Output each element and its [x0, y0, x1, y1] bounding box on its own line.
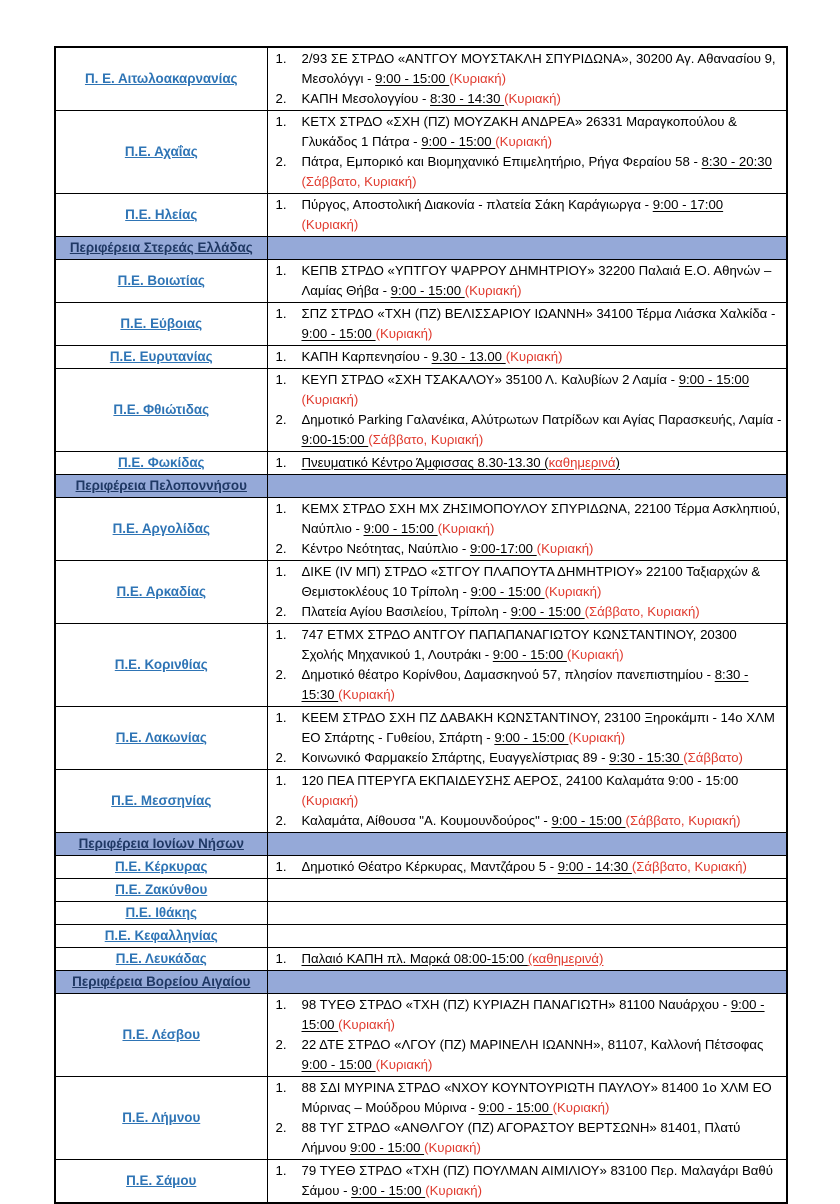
region-name-link[interactable]: Π.Ε. Αργολίδας: [112, 521, 210, 536]
region-name-cell: [55, 879, 267, 902]
item-text-segment: Καλαμάτα, Αίθουσα "Α. Κουμουνδούρος" -: [301, 813, 552, 828]
locations-cell: [267, 1077, 787, 1160]
item-text-segment: ΣΠΖ ΣΤΡΔΟ «ΤΧΗ (ΠΖ) ΒΕΛΙΣΣΑΡΙΟΥ ΙΩΑΝΝΗ» 34100 Τέρμα Λιάσκα Χαλκίδα -: [301, 306, 776, 321]
item-text-segment: (Σάββατο, Κυριακή): [631, 859, 747, 874]
location-item: [271, 949, 784, 969]
item-text-segment: ΚΕΤΧ ΣΤΡΔΟ «ΣΧΗ (ΠΖ) ΜΟΥΖΑΚΗ ΑΝΔΡΕΑ» 26331 Μαραγκοπούλου & Γλυκάδος 1 Πάτρα -: [301, 114, 737, 149]
item-text: [302, 49, 784, 89]
item-text-segment: Πάτρα, Εμπορικό και Βιομηχανικό Επιμελητήριο, Ρήγα Φεραίου 58 -: [301, 154, 702, 169]
item-text: [302, 1078, 784, 1118]
item-text-segment: 120 ΠΕΑ ΠΤΕΡΥΓΑ ΕΚΠΑΙΔΕΥΣΗΣ ΑΕΡΟΣ, 24100 Καλαμάτα 9:00 - 15:00: [301, 773, 739, 788]
locations-cell: [267, 707, 787, 770]
region-name-cell: [55, 303, 267, 346]
item-text-segment: (καθημερινά): [527, 951, 604, 966]
item-number: 1.: [275, 1080, 287, 1095]
region-name-cell: [55, 770, 267, 833]
item-text-segment: 9:00 - 15:00: [375, 71, 450, 86]
item-text-segment: 9:00 - 15:00: [301, 997, 765, 1032]
region-row: [55, 770, 787, 833]
item-number: 1.: [275, 564, 287, 579]
location-item: [271, 539, 784, 559]
item-text-segment: (Κυριακή): [505, 349, 563, 364]
item-text-segment: (Σάββατο, Κυριακή): [301, 174, 417, 189]
item-text: [302, 499, 784, 539]
region-row: [55, 561, 787, 624]
location-item: [271, 347, 784, 367]
item-text-segment: 9:30 - 15:30: [609, 750, 684, 765]
item-number: 2.: [275, 154, 287, 169]
region-row: [55, 260, 787, 303]
item-text-segment: 8:30 - 15:30: [301, 667, 749, 702]
region-row: [55, 111, 787, 194]
item-text-segment: (Σάββατο, Κυριακή): [368, 432, 484, 447]
region-row: [55, 948, 787, 971]
item-number: 1.: [275, 501, 287, 516]
location-item: [271, 410, 784, 450]
locations-cell: [267, 47, 787, 111]
location-item: [271, 857, 784, 877]
region-name-cell: [55, 194, 267, 237]
region-row: [55, 1160, 787, 1204]
document-page: [54, 46, 788, 1204]
locations-cell: [267, 994, 787, 1077]
locations-cell: [267, 856, 787, 879]
item-text-segment: (Κυριακή): [495, 134, 553, 149]
item-text: [302, 625, 784, 665]
item-text: [302, 261, 784, 301]
region-name-link[interactable]: Π.Ε. Σάμου: [126, 1173, 197, 1188]
item-text-segment: 8:30 - 14:30: [430, 91, 505, 106]
region-name-cell: [55, 369, 267, 452]
locations-cell: [267, 948, 787, 971]
item-text-segment: (Κυριακή): [338, 687, 395, 702]
location-item: [271, 304, 784, 344]
item-number: 1.: [275, 263, 287, 278]
item-text: [302, 562, 784, 602]
item-text-segment: (Κυριακή): [566, 647, 624, 662]
region-row: [55, 925, 787, 948]
item-text-segment: Δημοτικό θέατρο Κορίνθου, Δαμασκηνού 57, πλησίον πανεπιστημίου -: [301, 667, 715, 682]
item-number: 2.: [275, 667, 287, 682]
section-header-row: [55, 475, 787, 498]
location-item: [271, 261, 784, 301]
item-text-segment: 9:00 - 15:00: [494, 730, 569, 745]
item-number: 1.: [275, 372, 287, 387]
item-text-segment: Δημοτικό Θέατρο Κέρκυρας, Μαντζάρου 5 -: [301, 859, 558, 874]
region-name-link[interactable]: Π.Ε. Ζακύνθου: [115, 882, 208, 897]
region-name-cell: [55, 1077, 267, 1160]
item-text: [302, 995, 784, 1035]
section-header-label: Περιφέρεια Βορείου Αιγαίου: [72, 974, 251, 989]
region-name-link[interactable]: Π.Ε. Κορινθίας: [114, 657, 208, 672]
locations-cell: [267, 879, 787, 902]
region-row: [55, 47, 787, 111]
locations-cell: [267, 1160, 787, 1204]
locations-cell: [267, 498, 787, 561]
item-text: [302, 1035, 784, 1075]
item-text: [302, 949, 784, 969]
item-text-segment: (Κυριακή): [425, 1183, 482, 1198]
region-name-cell: [55, 452, 267, 475]
location-item: [271, 49, 784, 89]
item-text-segment: 9:00 - 15:00: [390, 283, 465, 298]
region-name-link[interactable]: Π.Ε. Φωκίδας: [117, 455, 205, 470]
item-text: [302, 410, 784, 450]
item-text-segment: Δημοτικό Parking Γαλανέικα, Αλύτρωτων Πατρίδων και Αγίας Παρασκευής, Λαμία -: [301, 412, 782, 427]
region-name-link[interactable]: Π.Ε. Εύβοιας: [120, 316, 203, 331]
item-text: [302, 1161, 784, 1201]
item-number: 1.: [275, 997, 287, 1012]
section-header-spacer-cell: [267, 237, 787, 260]
locations-cell: [267, 111, 787, 194]
item-text: [302, 112, 784, 152]
schedule-table: [54, 46, 788, 1204]
item-text: [302, 665, 784, 705]
item-text: [302, 304, 784, 344]
item-text: [302, 748, 784, 768]
item-text: [302, 152, 784, 192]
item-number: 1.: [275, 859, 287, 874]
locations-cell: [267, 902, 787, 925]
region-name-link[interactable]: Π.Ε. Αχαΐας: [124, 144, 198, 159]
item-text-segment: 9:00-17:00: [469, 541, 537, 556]
item-text-segment: 9:00 - 15:00: [363, 521, 438, 536]
location-item: [271, 625, 784, 665]
item-number: 1.: [275, 1163, 287, 1178]
region-row: [55, 369, 787, 452]
region-name-cell: [55, 111, 267, 194]
item-text-segment: Πύργος, Αποστολική Διακονία - πλατεία Σάκη Καράγιωργα -: [301, 197, 653, 212]
region-name-link[interactable]: Π.Ε. Βοιωτίας: [117, 273, 205, 288]
section-header-row: [55, 971, 787, 994]
item-number: 2.: [275, 1120, 287, 1135]
item-text: [302, 708, 784, 748]
item-number: 2.: [275, 91, 287, 106]
region-name-link[interactable]: Π.Ε. Μεσσηνίας: [111, 793, 212, 808]
section-header-spacer-cell: [267, 475, 787, 498]
location-item: [271, 370, 784, 410]
region-name-link[interactable]: Π.Ε. Λευκάδας: [115, 951, 207, 966]
item-text-segment: Κοινωνικό Φαρμακείο Σπάρτης, Ευαγγελίστριας 89 -: [301, 750, 610, 765]
region-row: [55, 452, 787, 475]
item-text-segment: 9:00 - 15:00: [301, 326, 376, 341]
region-row: [55, 346, 787, 369]
location-item: [271, 453, 784, 473]
location-item: [271, 1161, 784, 1201]
region-name-link[interactable]: Π.Ε. Ευρυτανίας: [109, 349, 213, 364]
item-text-segment: 9:00 - 15:00: [478, 1100, 553, 1115]
location-item: [271, 562, 784, 602]
item-text: [302, 602, 784, 622]
section-header-spacer-cell: [267, 971, 787, 994]
location-item: [271, 602, 784, 622]
region-name-cell: [55, 948, 267, 971]
location-item: [271, 708, 784, 748]
region-row: [55, 902, 787, 925]
region-name-link[interactable]: Π.Ε. Λέσβου: [122, 1027, 201, 1042]
item-number: 2.: [275, 1037, 287, 1052]
item-text-segment: 9:00 - 15:00: [421, 134, 496, 149]
region-name-cell: [55, 902, 267, 925]
item-text: [302, 1118, 784, 1158]
item-text-segment: 9:00 - 15:00: [492, 647, 567, 662]
section-header-label: Περιφέρεια Ιονίων Νήσων: [78, 836, 244, 851]
item-text-segment: 22 ΔΤΕ ΣΤΡΔΟ «ΛΓΟΥ (ΠΖ) ΜΑΡΙΝΕΛΗ ΙΩΑΝΝΗ», 81107, Καλλονή Πέτσοφας: [301, 1037, 764, 1052]
region-row: [55, 879, 787, 902]
item-text-segment: Παλαιό ΚΑΠΗ πλ. Μαρκά 08:00-15:00: [301, 951, 528, 966]
location-item: [271, 1078, 784, 1118]
item-text-segment: ΔΙΚΕ (IV ΜΠ) ΣΤΡΔΟ «ΣΤΓΟΥ ΠΛΑΠΟΥΤΑ ΔΗΜΗΤΡΙΟΥ» 22100 Ταξιαρχών & Θεμιστοκλέους 10 Τρίπολη -: [301, 564, 761, 599]
item-text-segment: 2/93 ΣΕ ΣΤΡΔΟ «ΑΝΤΓΟΥ ΜΟΥΣΤΑΚΛΗ ΣΠΥΡΙΔΩΝΑ», 30200 Αγ. Αθανασίου 9, Μεσολόγγι -: [301, 51, 776, 86]
region-name-link[interactable]: Π.Ε. Κέρκυρας: [115, 859, 208, 874]
item-text-segment: 9:00 - 17:00: [652, 197, 724, 212]
region-row: [55, 994, 787, 1077]
location-item: [271, 1118, 784, 1158]
region-name-cell: [55, 498, 267, 561]
location-item: [271, 89, 784, 109]
region-name-cell: [55, 1160, 267, 1204]
item-text-segment: 9:00 - 15:00: [301, 1057, 376, 1072]
item-text-segment: (Κυριακή): [568, 730, 626, 745]
item-text-segment: 98 ΤΥΕΘ ΣΤΡΔΟ «ΤΧΗ (ΠΖ) ΚΥΡΙΑΖΗ ΠΑΝΑΓΙΩΤΗ» 81100 Ναυάρχου -: [301, 997, 731, 1012]
locations-cell: [267, 194, 787, 237]
item-text-segment: ΚΕΕΜ ΣΤΡΔΟ ΣΧΗ ΠΖ ΔΑΒΑΚΗ ΚΩΝΣΤΑΝΤΙΝΟΥ, 23100 Ξηροκάμπι - 14ο ΧΛΜ ΕΟ Σπάρτης - Γυθείου, Σπάρτη -: [301, 710, 775, 745]
region-name-cell: [55, 994, 267, 1077]
item-number: 1.: [275, 951, 287, 966]
region-name-cell: [55, 624, 267, 707]
item-text: [302, 370, 784, 410]
location-item: [271, 995, 784, 1035]
item-number: 1.: [275, 306, 287, 321]
locations-cell: [267, 346, 787, 369]
locations-cell: [267, 925, 787, 948]
item-number: 2.: [275, 604, 287, 619]
item-text-segment: Πνευματικό Κέντρο Άμφισσας 8.30-13.30 (: [301, 455, 549, 470]
item-text-segment: (Κυριακή): [301, 392, 359, 407]
region-name-cell: [55, 561, 267, 624]
region-name-cell: [55, 47, 267, 111]
item-text: [302, 539, 784, 559]
item-number: 1.: [275, 773, 287, 788]
region-row: [55, 303, 787, 346]
item-text-segment: (Κυριακή): [301, 793, 359, 808]
region-name-link[interactable]: Π.Ε. Αρκαδίας: [116, 584, 206, 599]
section-header-row: [55, 237, 787, 260]
item-number: 1.: [275, 349, 287, 364]
item-text-segment: ΚΕΠΒ ΣΤΡΔΟ «ΥΠΤΓΟΥ ΨΑΡΡΟΥ ΔΗΜΗΤΡΙΟΥ» 32200 Παλαιά Ε.Ο. Αθηνών – Λαμίας Θήβα -: [301, 263, 772, 298]
item-text-segment: 79 ΤΥΕΘ ΣΤΡΔΟ «ΤΧΗ (ΠΖ) ΠΟΥΛΜΑΝ ΑΙΜΙΛΙΟΥ» 83100 Περ. Μαλαγάρι Βαθύ Σάμου -: [301, 1163, 773, 1198]
item-text-segment: (Κυριακή): [338, 1017, 395, 1032]
locations-cell: [267, 260, 787, 303]
section-header-cell: [55, 971, 267, 994]
item-text-segment: 9:00 - 15:00: [470, 584, 545, 599]
region-name-link[interactable]: Π.Ε. Λακωνίας: [115, 730, 207, 745]
region-name-link[interactable]: Π.Ε. Κεφαλληνίας: [104, 928, 218, 943]
section-header-spacer-cell: [267, 833, 787, 856]
item-number: 1.: [275, 627, 287, 642]
region-row: [55, 498, 787, 561]
item-text-segment: (Σάββατο, Κυριακή): [625, 813, 741, 828]
item-text: [302, 347, 784, 367]
region-row: [55, 856, 787, 879]
item-text-segment: ΚΑΠΗ Καρπενησίου -: [301, 349, 432, 364]
item-number: 1.: [275, 197, 287, 212]
item-text-segment: Πλατεία Αγίου Βασιλείου, Τρίπολη -: [301, 604, 511, 619]
item-text-segment: (Κυριακή): [552, 1100, 610, 1115]
item-text: [302, 811, 784, 831]
item-text-segment: (Κυριακή): [449, 71, 506, 86]
item-text: [302, 453, 784, 473]
section-header-label: Περιφέρεια Πελοποννήσου: [75, 478, 247, 493]
item-number: 1.: [275, 51, 287, 66]
location-item: [271, 748, 784, 768]
item-text-segment: (Κυριακή): [424, 1140, 481, 1155]
region-name-cell: [55, 260, 267, 303]
item-text-segment: 88 ΤΥΓ ΣΤΡΔΟ «ΑΝΘΛΓΟΥ (ΠΖ) ΑΓΟΡΑΣΤΟΥ ΒΕΡΤΣΩΝΗ» 81401, Πλατύ Λήμνου: [301, 1120, 741, 1155]
region-row: [55, 624, 787, 707]
item-text-segment: καθημερινά: [548, 455, 616, 470]
item-text: [302, 195, 784, 235]
item-text-segment: 9:00 - 15:00: [510, 604, 585, 619]
item-text-segment: (Κυριακή): [375, 326, 433, 341]
item-number: 2.: [275, 412, 287, 427]
item-text-segment: ΚΑΠΗ Μεσολογγίου -: [301, 91, 431, 106]
item-text-segment: 9:00 - 15:00: [350, 1140, 425, 1155]
item-number: 1.: [275, 114, 287, 129]
item-text-segment: 9:00 - 15:00: [678, 372, 750, 387]
location-item: [271, 811, 784, 831]
item-text: [302, 857, 784, 877]
location-item: [271, 665, 784, 705]
item-text: [302, 89, 784, 109]
item-text-segment: Κέντρο Νεότητας, Ναύπλιο -: [301, 541, 470, 556]
location-item: [271, 499, 784, 539]
region-name-cell: [55, 925, 267, 948]
region-name-link[interactable]: Π.Ε. Ηλείας: [125, 207, 198, 222]
section-header-cell: [55, 237, 267, 260]
item-text-segment: 9.30 - 13.00: [431, 349, 506, 364]
region-name-cell: [55, 346, 267, 369]
region-name-cell: [55, 707, 267, 770]
item-text-segment: ΚΕΥΠ ΣΤΡΔΟ «ΣΧΗ ΤΣΑΚΑΛΟΥ» 35100 Λ. Καλυβίων 2 Λαμία -: [301, 372, 679, 387]
section-header-row: [55, 833, 787, 856]
item-text-segment: (Κυριακή): [504, 91, 561, 106]
item-text-segment: 747 ΕΤΜΧ ΣΤΡΔΟ ΑΝΤΓΟΥ ΠΑΠΑΠΑΝΑΓΙΩΤΟΥ ΚΩΝΣΤΑΝΤΙΝΟΥ, 20300 Σχολής Μηχανικού 1, Λουτράκι -: [301, 627, 737, 662]
item-text-segment: (Κυριακή): [301, 217, 359, 232]
item-text-segment: (Κυριακή): [375, 1057, 433, 1072]
locations-cell: [267, 369, 787, 452]
region-name-link[interactable]: Π. Ε. Αιτωλοακαρνανίας: [84, 71, 238, 86]
location-item: [271, 152, 784, 192]
item-text-segment: ΚΕΜΧ ΣΤΡΔΟ ΣΧΗ ΜΧ ΖΗΣΙΜΟΠΟΥΛΟΥ ΣΠΥΡΙΔΩΝΑ, 22100 Τέρμα Ασκληπιού, Ναύπλιο -: [301, 501, 781, 536]
locations-cell: [267, 452, 787, 475]
item-text-segment: (Σάββατο, Κυριακή): [584, 604, 700, 619]
location-item: [271, 1035, 784, 1075]
item-text-segment: 9:00 - 14:30: [557, 859, 632, 874]
item-text-segment: 8:30 - 20:30: [701, 154, 772, 169]
region-name-link[interactable]: Π.Ε. Ιθάκης: [125, 905, 198, 920]
locations-cell: [267, 303, 787, 346]
locations-cell: [267, 624, 787, 707]
item-text-segment: (Κυριακή): [544, 584, 602, 599]
region-name-link[interactable]: Π.Ε. Φθιώτιδας: [113, 402, 210, 417]
item-text-segment: (Κυριακή): [536, 541, 594, 556]
locations-cell: [267, 561, 787, 624]
item-number: 2.: [275, 750, 287, 765]
location-item: [271, 112, 784, 152]
region-row: [55, 194, 787, 237]
item-text-segment: 9:00 - 15:00: [351, 1183, 426, 1198]
item-text-segment: 9:00 - 15:00: [551, 813, 626, 828]
region-row: [55, 707, 787, 770]
region-row: [55, 1077, 787, 1160]
item-number: 1.: [275, 710, 287, 725]
item-text-segment: 88 ΣΔΙ ΜΥΡΙΝΑ ΣΤΡΔΟ «ΝΧΟΥ ΚΟΥΝΤΟΥΡΙΩΤΗ ΠΑΥΛΟΥ» 81400 1ο ΧΛΜ ΕΟ Μύρινας – Μούδρου Μύρινα -: [301, 1080, 772, 1115]
item-text-segment: (Σάββατο): [683, 750, 743, 765]
location-item: [271, 195, 784, 235]
section-header-cell: [55, 475, 267, 498]
item-number: 1.: [275, 455, 287, 470]
item-text: [302, 771, 784, 811]
section-header-cell: [55, 833, 267, 856]
schedule-table-body: [55, 47, 787, 1203]
item-number: 2.: [275, 813, 287, 828]
region-name-link[interactable]: Π.Ε. Λήμνου: [122, 1110, 201, 1125]
item-text-segment: (Κυριακή): [464, 283, 522, 298]
item-text-segment: (Κυριακή): [437, 521, 495, 536]
region-name-cell: [55, 856, 267, 879]
locations-cell: [267, 770, 787, 833]
location-item: [271, 771, 784, 811]
item-number: 2.: [275, 541, 287, 556]
section-header-label: Περιφέρεια Στερεάς Ελλάδας: [69, 240, 253, 255]
item-text-segment: ): [615, 455, 620, 470]
item-text-segment: 9:00-15:00: [301, 432, 369, 447]
